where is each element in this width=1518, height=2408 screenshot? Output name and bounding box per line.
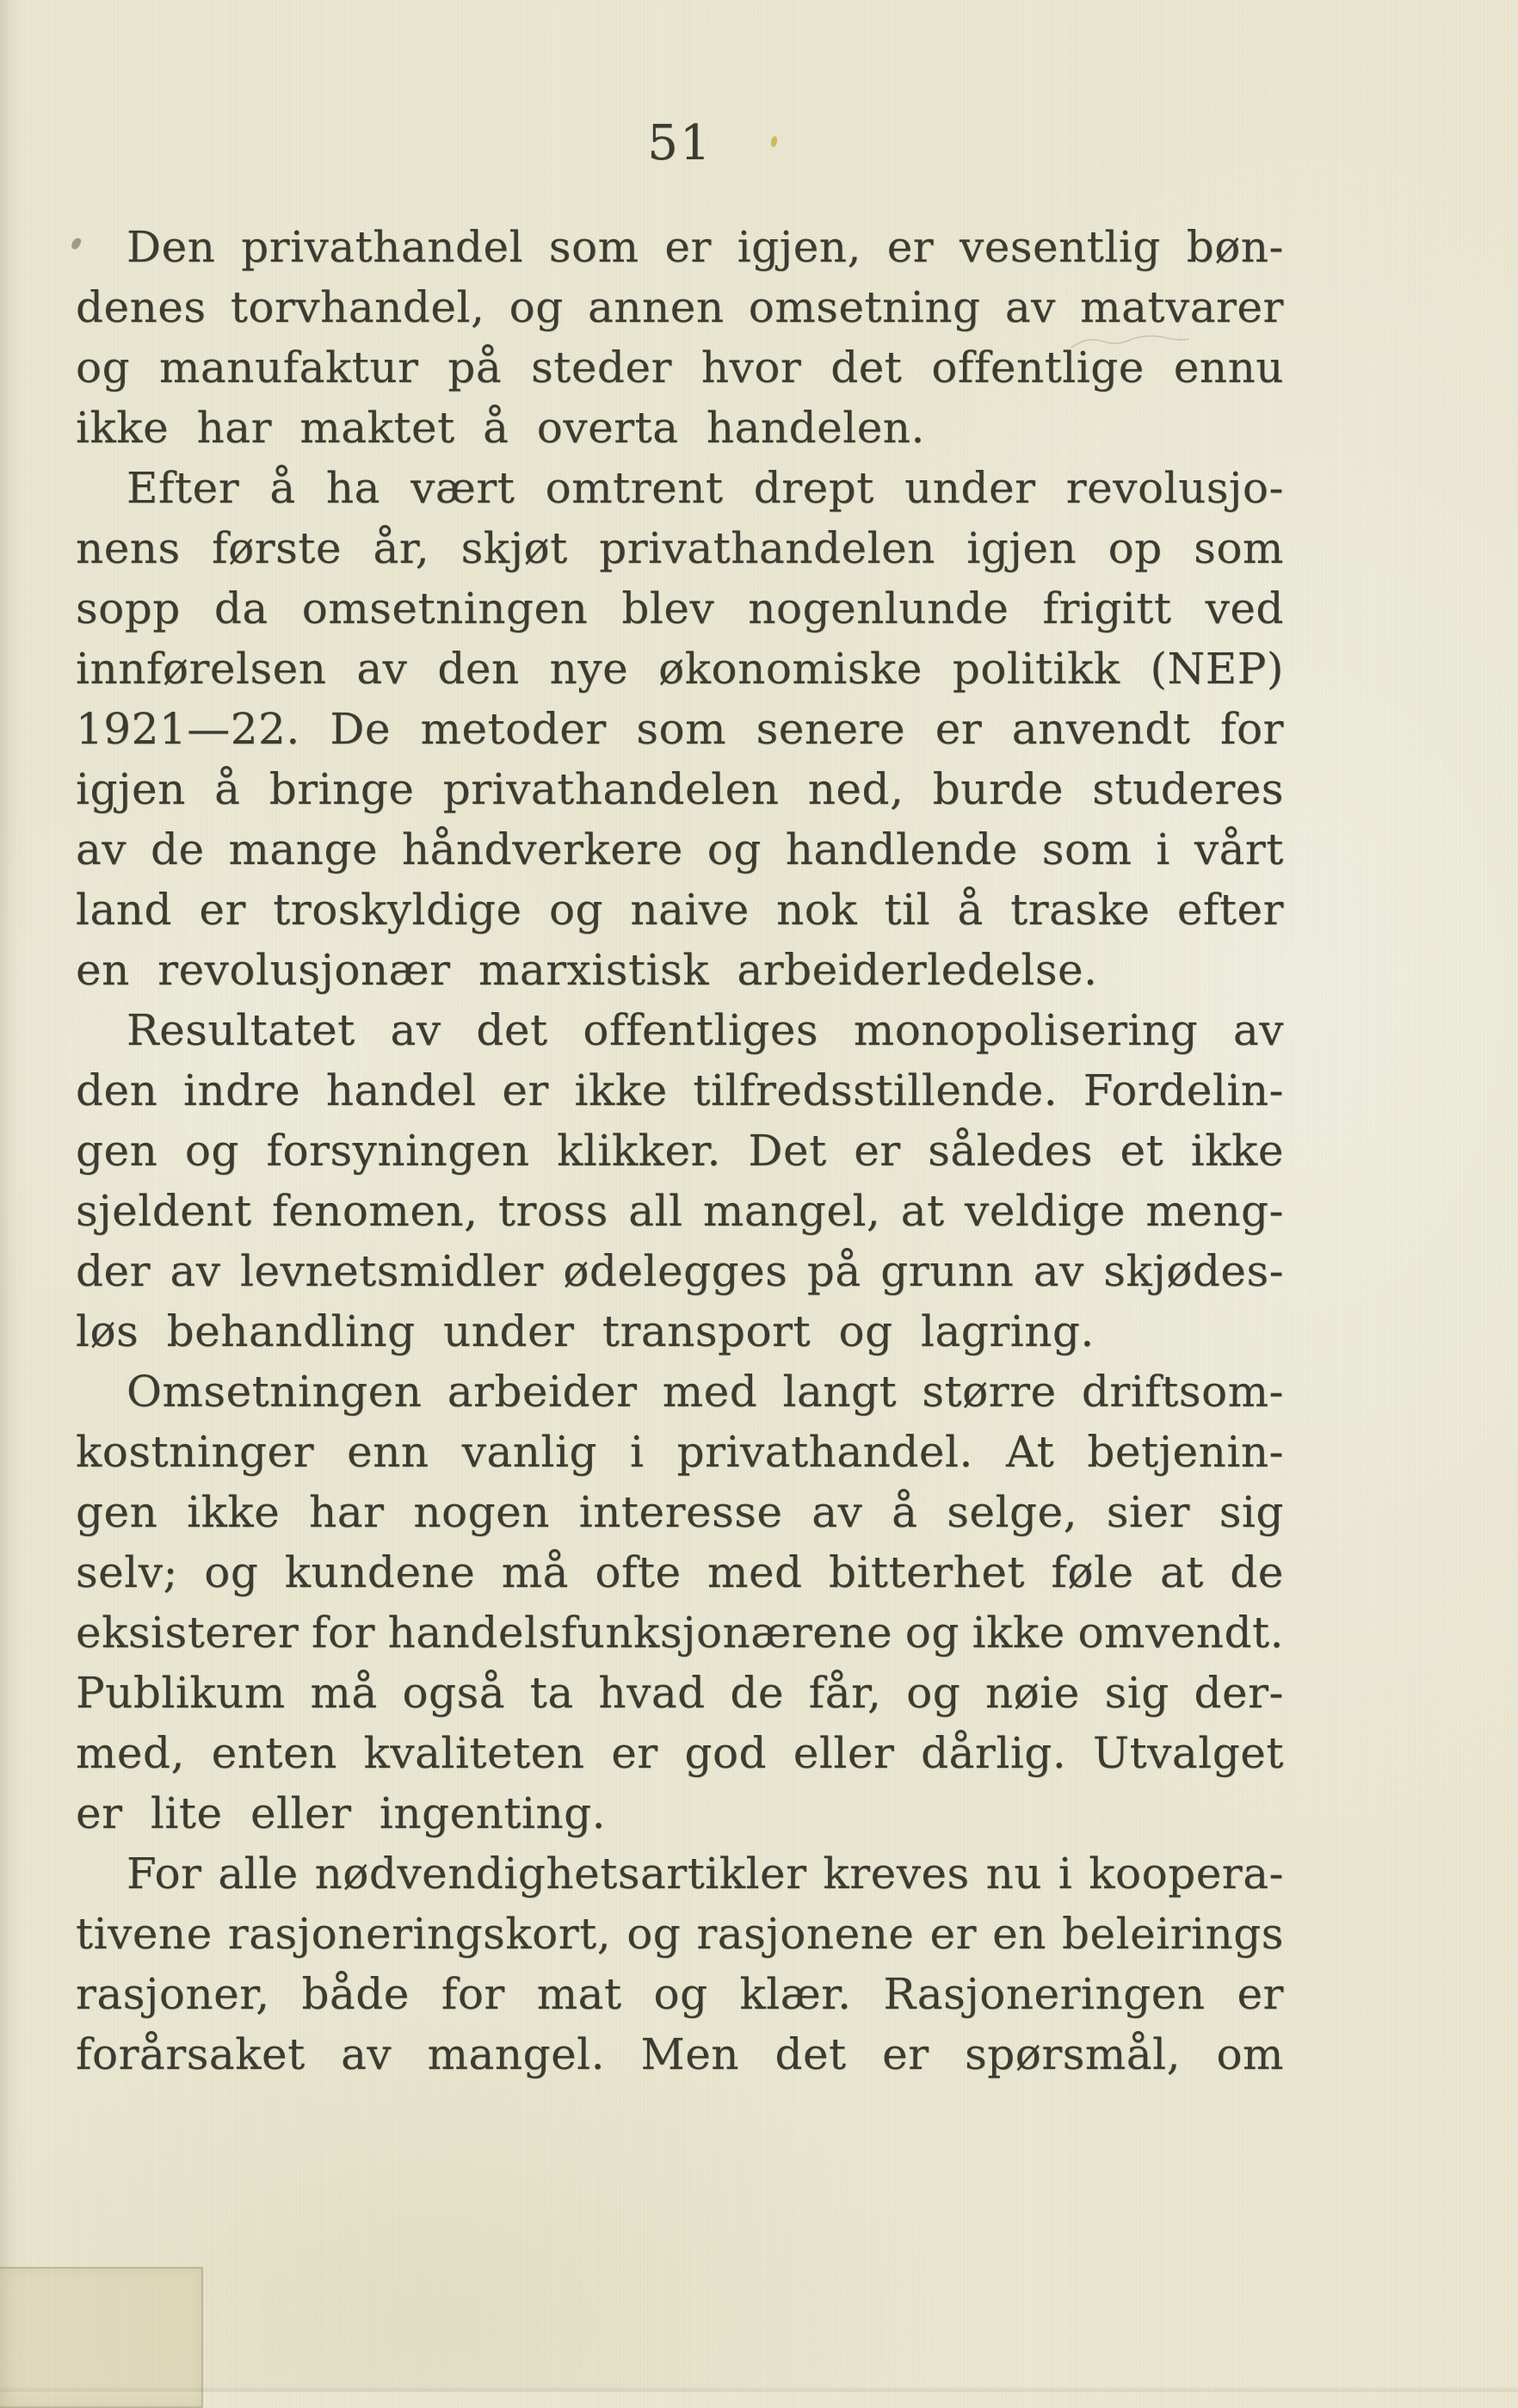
text-line: igjen å bringe privathandelen ned, burde studeres bbox=[76, 764, 1284, 814]
text-line: denes torvhandel, og annen omsetning av matvarer bbox=[76, 282, 1284, 332]
text-line: sjeldent fenomen, tross all mangel, at veldige meng- bbox=[76, 1186, 1284, 1236]
text-line: kostninger enn vanlig i privathandel. At betjenin- bbox=[76, 1427, 1284, 1477]
text-line: Efter å ha vært omtrent drept under revolusjo- bbox=[126, 463, 1284, 513]
text-line: innførelsen av den nye økonomiske politikk (NEP) bbox=[76, 644, 1284, 694]
text-line: av de mange håndverkere og handlende som i vårt bbox=[76, 824, 1284, 874]
text-line: eksisterer for handelsfunksjonærene og ikke omvendt. bbox=[76, 1608, 1284, 1658]
paragraph bbox=[76, 1843, 1284, 2084]
text-line: løs behandling under transport og lagring. bbox=[76, 1306, 1095, 1356]
text-line: 1921—22. De metoder som senere er anvendt for bbox=[76, 704, 1284, 754]
text-line: gen og forsyningen klikker. Det er således et ikke bbox=[76, 1126, 1284, 1176]
text-line: den indre handel er ikke tilfredsstillende. Fordelin- bbox=[76, 1065, 1284, 1115]
text-line: forårsaket av mangel. Men det er spørsmål, om bbox=[76, 2029, 1284, 2079]
text-line: en revolusjonær marxistisk arbeiderledelse. bbox=[76, 945, 1098, 995]
text-line: Omsetningen arbeider med langt større driftsom- bbox=[126, 1367, 1284, 1417]
text-line: der av levnetsmidler ødelegges på grunn av skjødes- bbox=[76, 1246, 1284, 1296]
text-line: Publikum må også ta hvad de får, og nøie sig der- bbox=[76, 1668, 1284, 1718]
page-bottom-shadow bbox=[0, 2386, 1518, 2392]
text-line: rasjoner, både for mat og klær. Rasjoneringen er bbox=[76, 1969, 1284, 2019]
pencil-scratch-mark bbox=[1070, 327, 1190, 356]
text-line: selv; og kundene må ofte med bitterhet føle at de bbox=[76, 1547, 1284, 1597]
text-line: tivene rasjoneringskort, og rasjonene er en beleirings bbox=[76, 1909, 1284, 1959]
text-block bbox=[76, 217, 1284, 2084]
text-line: med, enten kvaliteten er god eller dårlig. Utvalget bbox=[76, 1728, 1284, 1778]
text-line: nens første år, skjøt privathandelen igjen op som bbox=[76, 523, 1284, 573]
text-line: Resultatet av det offentliges monopolisering av bbox=[126, 1005, 1284, 1055]
paragraph bbox=[76, 1000, 1284, 1361]
text-line: For alle nødvendighetsartikler kreves nu i koopera- bbox=[126, 1849, 1284, 1899]
text-line: sopp da omsetningen blev nogenlunde frigitt ved bbox=[76, 583, 1284, 633]
text-line: land er troskyldige og naive nok til å traske efter bbox=[76, 885, 1284, 935]
text-line: er lite eller ingenting. bbox=[76, 1788, 607, 1838]
text-line: og manufaktur på steder hvor det offentlige ennu bbox=[76, 343, 1284, 392]
text-line: ikke har maktet å overta handelen. bbox=[76, 403, 925, 453]
text-line: Den privathandel som er igjen, er vesentlig bøn- bbox=[126, 222, 1284, 272]
page-number: 51 bbox=[647, 115, 713, 171]
text-line: gen ikke har nogen interesse av å selge, sier sig bbox=[76, 1487, 1284, 1537]
paragraph bbox=[76, 1361, 1284, 1843]
paragraph bbox=[76, 458, 1284, 1000]
